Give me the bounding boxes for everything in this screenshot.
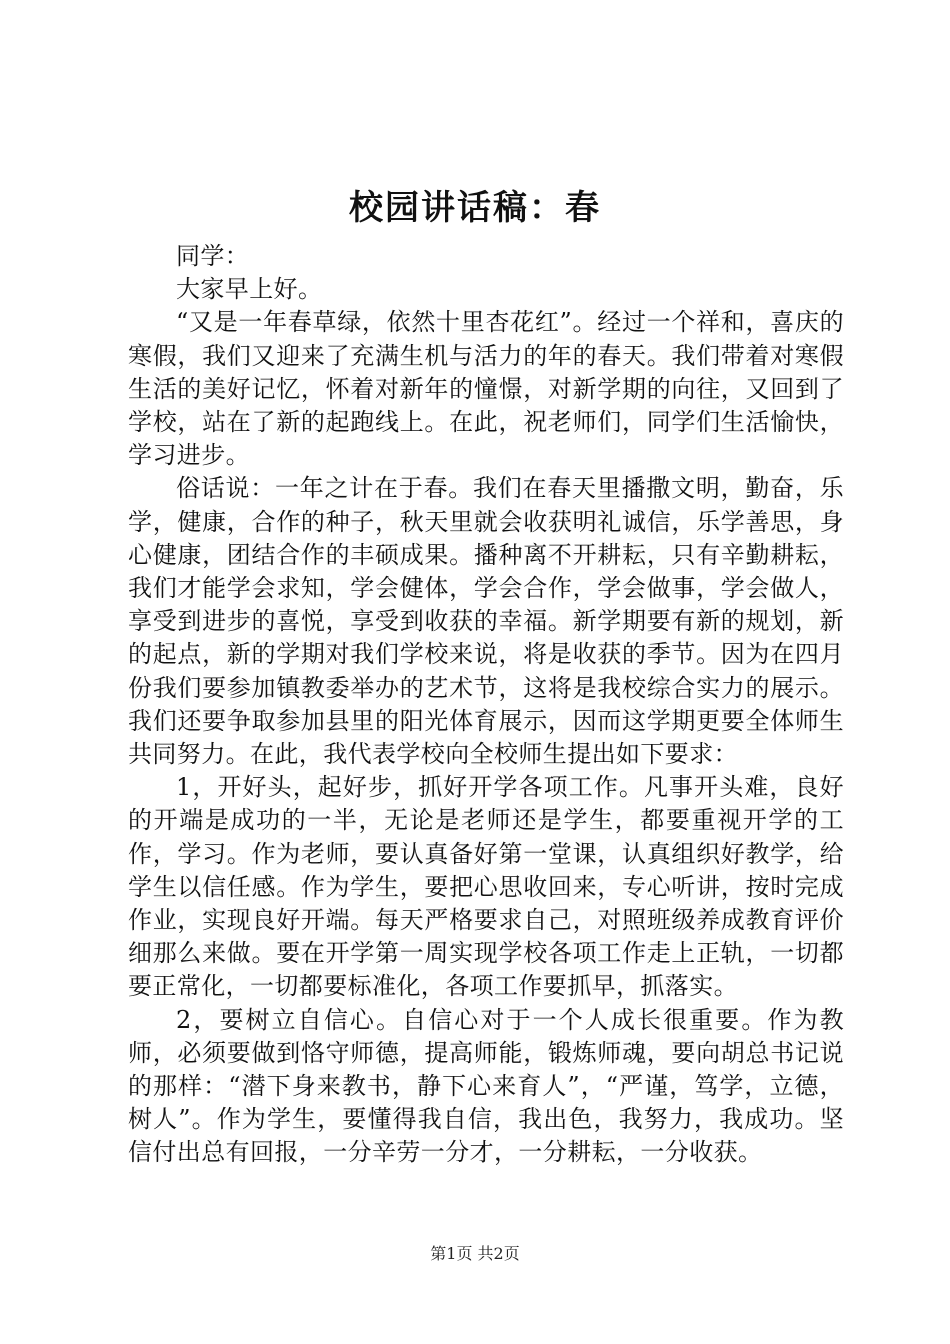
document-body <box>128 240 844 1170</box>
document-title: 校园讲话稿：春 <box>349 188 601 228</box>
paragraph-requirement-2: 2，要树立自信心。自信心对于一个人成长很重要。作为教师，必须要做到恪守师德，提高师能，锻炼师魂，要向胡总书记说的那样：“潜下身来教书，静下心来育人”，“严谨，笃学，立德，树人”。作为学生，要懂得我自信，我出色，我努力，我成功。坚信付出总有回报，一分辛劳一分才，一分耕耘，一分收获。 <box>128 1005 844 1167</box>
paragraph-spring-plan: 俗话说：一年之计在于春。我们在春天里播撒文明，勤奋，乐学，健康，合作的种子，秋天里就会收获明礼诚信，乐学善思，身心健康，团结合作的丰硕成果。播种离不开耕耘，只有辛勤耕耘，我们才能学会求知，学会健体，学会合作，学会做事，学会做人，享受到进步的喜悦，享受到收获的幸福。新学期要有新的规划，新的起点，新的学期对我们学校来说，将是收获的季节。因为在四月份我们要参加镇教委举办的艺术节，这将是我校综合实力的展示。我们还要争取参加县里的阳光体育展示，因而这学期更要全体师生共同努力。在此，我代表学校向全校师生提出如下要求： <box>128 474 844 769</box>
paragraph-greeting: 同学： <box>176 242 250 270</box>
page-number-footer: 第1页 共2页 <box>430 1244 520 1263</box>
paragraph-requirement-1: 1，开好头，起好步，抓好开学各项工作。凡事开头难，良好的开端是成功的一半，无论是老师还是学生，都要重视开学的工作，学习。作为老师，要认真备好第一堂课，认真组织好教学，给学生以信任感。作为学生，要把心思收回来，专心听讲，按时完成作业，实现良好开端。每天严格要求自己，对照班级养成教育评价细那么来做。要在开学第一周实现学校各项工作走上正轨，一切都要正常化，一切都要标准化，各项工作要抓早，抓落实。 <box>128 773 844 1001</box>
paragraph-intro: “又是一年春草绿，依然十里杏花红”。经过一个祥和，喜庆的寒假，我们又迎来了充满生机与活力的年的春天。我们带着对寒假生活的美好记忆，怀着对新年的憧憬，对新学期的向往，又回到了学校，站在了新的起跑线上。在此，祝老师们，同学们生活愉快，学习进步。 <box>128 308 844 470</box>
paragraph-good-morning: 大家早上好。 <box>176 275 323 304</box>
